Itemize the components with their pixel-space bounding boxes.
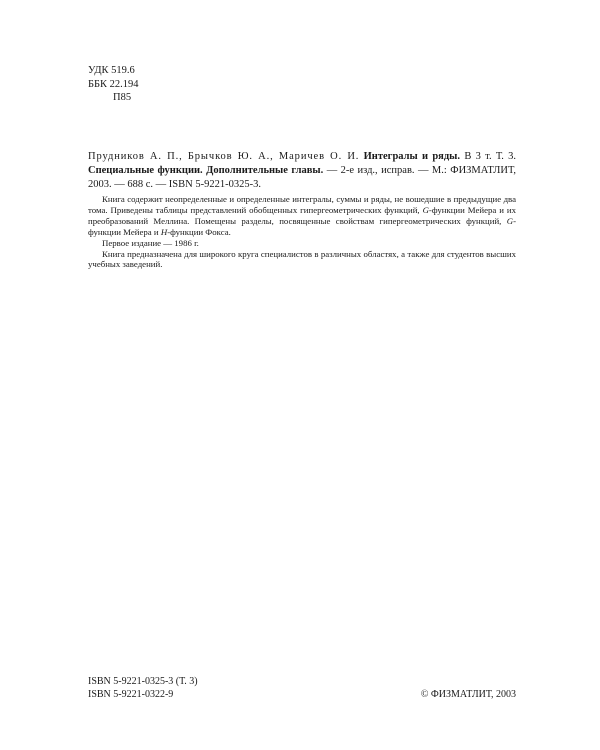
bibliographic-reference	[88, 150, 516, 192]
udk-code: УДК 519.6	[88, 65, 135, 76]
classification-block	[88, 64, 139, 105]
author-mark: П85	[113, 92, 132, 103]
reference-volumes: В 3 т. Т. 3.	[464, 151, 517, 162]
abstract	[88, 194, 516, 270]
bbk-code: ББК 22.194	[88, 78, 139, 90]
abstract-paragraph: Книга предназначена для широкого круга специалистов в различных областях, а также для студентов высших учебных заведений.	[88, 248, 516, 270]
reference-publication: — 2-е изд., исправ. — М.: ФИЗМАТЛИТ, 2003. — 688 с. — ISBN 5-9221-0325-3.	[88, 165, 516, 190]
isbn-set: ISBN 5-9221-0322-9	[88, 689, 174, 700]
reference-title-sub: Специальные функции. Дополнительные главы.	[88, 165, 324, 176]
abstract-paragraph: Книга содержит неопределенные и определенные интегралы, суммы и ряды, не вошедшие в предыдущие два тома. Приведены таблицы представлений обобщенных гипергеометрических функций, G-функции Мейера и их преобразований Меллина. Помещены разделы, посвященные свойствам гипергеометрических функций, G-функции Мейера и H-функции Фокса.	[88, 194, 516, 237]
abstract-paragraph: Первое издание — 1986 г.	[102, 237, 199, 248]
isbn-volume: ISBN 5-9221-0325-3 (Т. 3)	[88, 676, 198, 687]
reference-authors: Прудников А. П., Брычков Ю. А., Маричев О. И.	[88, 151, 360, 162]
copyright: © ФИЗМАТЛИТ, 2003	[420, 689, 516, 700]
reference-title-main: Интегралы и ряды.	[363, 151, 461, 162]
isbn-block	[88, 675, 198, 701]
